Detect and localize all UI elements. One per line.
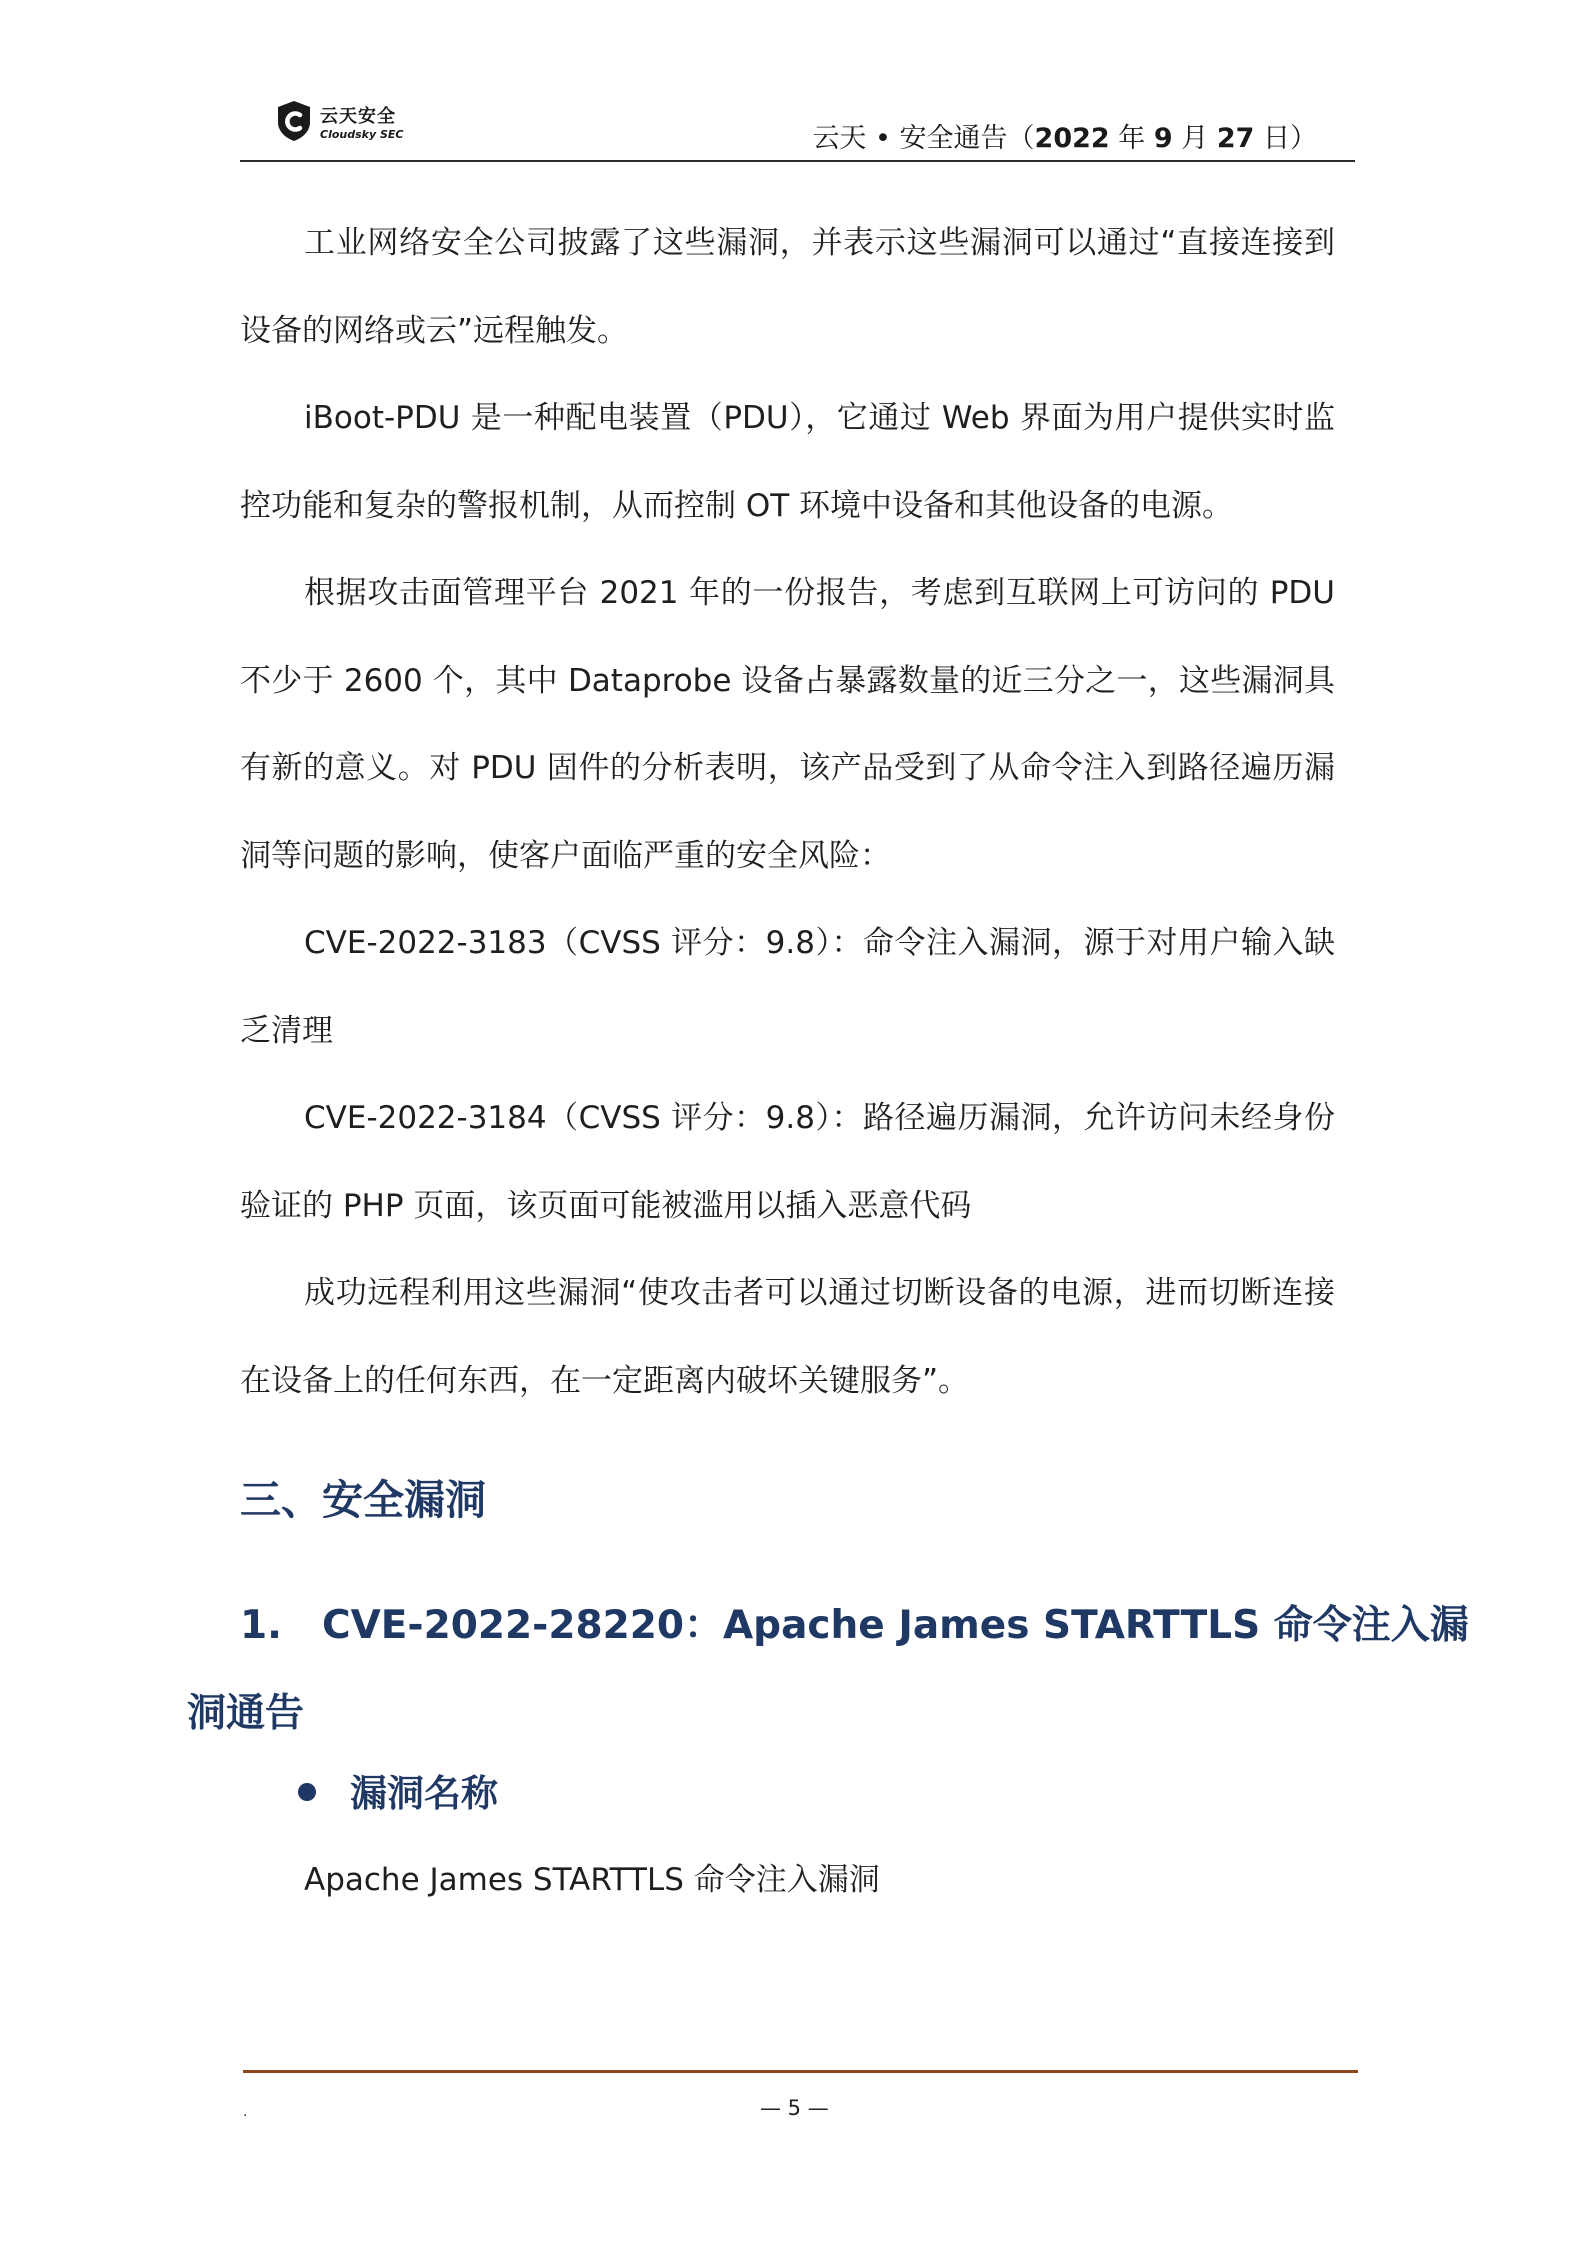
subsection-title-line2: 洞通告 [187, 1691, 305, 1736]
bullet-heading [298, 1764, 498, 1824]
body-content [240, 200, 1335, 1425]
subsection-number: 1. [240, 1603, 282, 1648]
cloudsky-logo [276, 98, 436, 150]
header-year-label: 年 [1109, 123, 1154, 154]
bullet-body: Apache James STARTTLS 命令注入漏洞 [304, 1862, 880, 1898]
subsection-heading [187, 1582, 1469, 1758]
bullet-dot-icon [298, 1783, 316, 1801]
paragraph: 根据攻击面管理平台 2021 年的一份报告，考虑到互联网上可访问的 PDU 不少于 2600 个，其中 Dataprobe 设备占暴露数量的近三分之一，这些漏洞具有新的意义。对 PDU 固件的分析表明，该产品受到了从命令注入到路径遍历漏洞等问题的影响，使客户面临严重的安全风险： [240, 575, 1335, 874]
paragraph: CVE-2022-3184（CVSS 评分：9.8）：路径遍历漏洞，允许访问未经身份验证的 PHP 页面，该页面可能被滥用以插入恶意代码 [240, 1100, 1335, 1224]
paragraph: iBoot-PDU 是一种配电装置（PDU），它通过 Web 界面为用户提供实时监控功能和复杂的警报机制，从而控制 OT 环境中设备和其他设备的电源。 [240, 400, 1335, 524]
section-heading: 三、安全漏洞 [240, 1476, 486, 1524]
footer-dot: . [243, 2104, 248, 2120]
header-month-label: 月 [1172, 123, 1217, 154]
header-day: 27 [1216, 123, 1255, 154]
bullet-heading-text: 漏洞名称 [350, 1772, 498, 1815]
header-month: 9 [1153, 123, 1173, 154]
header-title-prefix: 云天 • 安全通告（ [812, 123, 1035, 154]
header-day-label: 日） [1254, 123, 1317, 154]
subsection-heading-line1 [187, 1582, 1469, 1670]
shield-logo-icon [276, 100, 312, 142]
header-title [812, 116, 1317, 155]
header-year: 2022 [1034, 123, 1110, 154]
logo-text-cn: 云天安全 [320, 106, 396, 127]
page-header [240, 92, 1355, 162]
subsection-title-line1: CVE-2022-28220：Apache James STARTTLS 命令注入漏 [321, 1603, 1469, 1648]
paragraph: CVE-2022-3183（CVSS 评分：9.8）：命令注入漏洞，源于对用户输入缺乏清理 [240, 925, 1335, 1049]
paragraph: 成功远程利用这些漏洞“使攻击者可以通过切断设备的电源，进而切断连接在设备上的任何东西，在一定距离内破坏关键服务”。 [240, 1275, 1335, 1399]
logo-text-en: Cloudsky SEC [320, 128, 404, 141]
header-divider [240, 160, 1355, 162]
page-number: — 5 — [760, 2096, 829, 2120]
footer-divider [243, 2070, 1358, 2073]
paragraph: 工业网络安全公司披露了这些漏洞，并表示这些漏洞可以通过“直接连接到设备的网络或云”远程触发。 [240, 225, 1335, 349]
